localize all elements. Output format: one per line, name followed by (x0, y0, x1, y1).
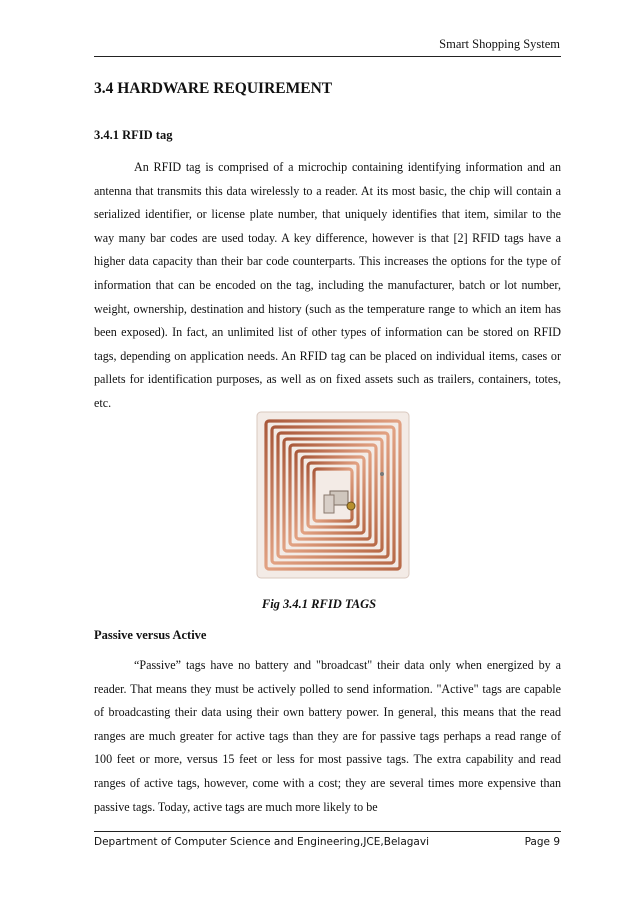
rfid-paragraph: An RFID tag is comprised of a microchip containing identifying information and an antenna that transmits this data wirelessly to a reader. At its most basic, the chip will contain a serialized identifier, or license plate number, that uniquely identifies that item, similar to the way many bar codes are used today. A key difference, however is that [2] RFID tags have a higher data capacity than their bar code counterparts. This increases the options for the type of information that can be encoded on the tag, including the manufacturer, batch or lot number, weight, ownership, destination and history (such as the temperature range to which an item has been exposed). In fact, an unlimited list of other types of information can be stored on RFID tags, depending on application needs. An RFID tag can be placed on individual items, cases or pallets for identification purposes, as well as on fixed assets such as trailers, containers, totes, etc. (94, 160, 561, 410)
running-header: Smart Shopping System (439, 37, 560, 51)
header-divider (94, 56, 561, 57)
figure-caption: Fig 3.4.1 RFID TAGS (261, 597, 377, 611)
section-heading: 3.4 HARDWARE REQUIREMENT (94, 80, 333, 97)
passive-paragraph: “Passive” tags have no battery and "broadcast" their data only when energized by a reader. That means they must be actively polled to send information. "Active" tags are capable of broadcasting their data using their own battery power. In general, this means that the read ranges are much greater for active tags than they are for passive tags perhaps a read range of 100 feet or more, versus 15 feet or less for most passive tags. The extra capability and read ranges of active tags, however, come with a cost; they are several times more expensive than passive tags. Today, active tags are much more likely to be (94, 658, 561, 814)
subsection-heading-rfid: 3.4.1 RFID tag (94, 128, 173, 142)
subsection-heading-passive: Passive versus Active (94, 628, 207, 642)
rfid-tag-figure (256, 411, 410, 579)
footer-department: Department of Computer Science and Engineering,JCE,Belagavi (94, 836, 429, 848)
footer-page-number: Page 9 (524, 836, 560, 848)
footer-divider (94, 831, 561, 832)
